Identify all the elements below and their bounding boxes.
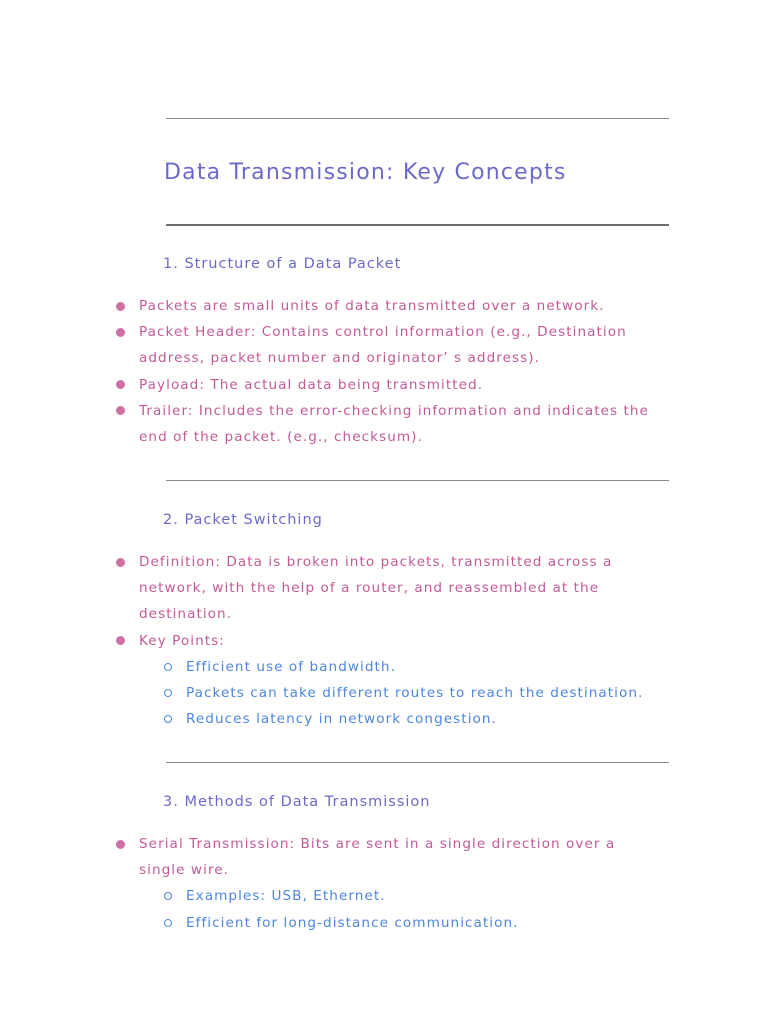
sub-list-item-text: Efficient use of bandwidth.: [186, 658, 396, 675]
list-item-text: Key Points:: [139, 632, 225, 649]
list-item-text: Definition: Data is broken into packets, transmitted across a network, with the help of a router, and reassembled at the destination.: [139, 554, 613, 623]
list-item-text: Packets are small units of data transmitted over a network.: [139, 298, 605, 314]
sub-list-item-text: Examples: USB, Ethernet.: [186, 888, 386, 905]
list-item: [0, 398, 654, 450]
list-item-text: Payload: The actual data being transmitted.: [139, 376, 484, 393]
section-heading-transmission-methods: 3. Methods of Data Transmission: [163, 794, 431, 810]
sub-list-item: [139, 883, 654, 909]
sub-list-item: [139, 910, 654, 936]
bullet-dot-icon: [116, 328, 125, 337]
section-heading-packet-structure: 1. Structure of a Data Packet: [163, 256, 402, 272]
list-item: [0, 372, 654, 398]
page-title: Data Transmission: Key Concepts: [164, 160, 567, 185]
title-underline: [166, 224, 669, 226]
list-item-text: Serial Transmission: Bits are sent in a single direction over a single wire.: [139, 836, 616, 879]
list-item-text: Trailer: Includes the error-checking information and indicates the end of the packet. (e.g., checksum).: [139, 402, 649, 446]
packet-switching-list: [0, 549, 768, 732]
sub-list-item: [139, 654, 654, 680]
top-divider: [166, 118, 669, 119]
hollow-circle-icon: [164, 892, 172, 900]
list-item: [0, 628, 654, 733]
list-item-text: Packet Header: Contains control information (e.g., Destination address, packet number and originator’ s address).: [139, 324, 627, 367]
bullet-dot-icon: [116, 406, 125, 415]
hollow-circle-icon: [164, 663, 172, 671]
hollow-circle-icon: [164, 919, 172, 927]
bullet-dot-icon: [116, 558, 125, 567]
transmission-methods-list: [0, 831, 768, 936]
list-item: [0, 549, 654, 628]
sub-list-item-text: Reduces latency in network congestion.: [186, 711, 497, 728]
sub-list-item: [139, 680, 654, 706]
sub-list-item-text: Efficient for long-distance communication.: [186, 914, 519, 931]
key-points-sublist: [139, 654, 654, 733]
bullet-dot-icon: [116, 380, 125, 389]
bullet-dot-icon: [116, 840, 125, 849]
hollow-circle-icon: [164, 689, 172, 697]
list-item: [0, 319, 654, 371]
section-divider: [166, 762, 669, 763]
hollow-circle-icon: [164, 715, 172, 723]
list-item: [0, 293, 654, 319]
section-heading-packet-switching: 2. Packet Switching: [163, 512, 323, 528]
bullet-dot-icon: [116, 636, 125, 645]
section-divider: [166, 480, 669, 481]
sub-list-item-text: Packets can take different routes to reach the destination.: [186, 685, 644, 702]
serial-transmission-sublist: [139, 883, 654, 935]
sub-list-item: [139, 706, 654, 732]
bullet-dot-icon: [116, 302, 125, 311]
list-item: [0, 831, 654, 936]
packet-structure-list: [0, 293, 768, 450]
